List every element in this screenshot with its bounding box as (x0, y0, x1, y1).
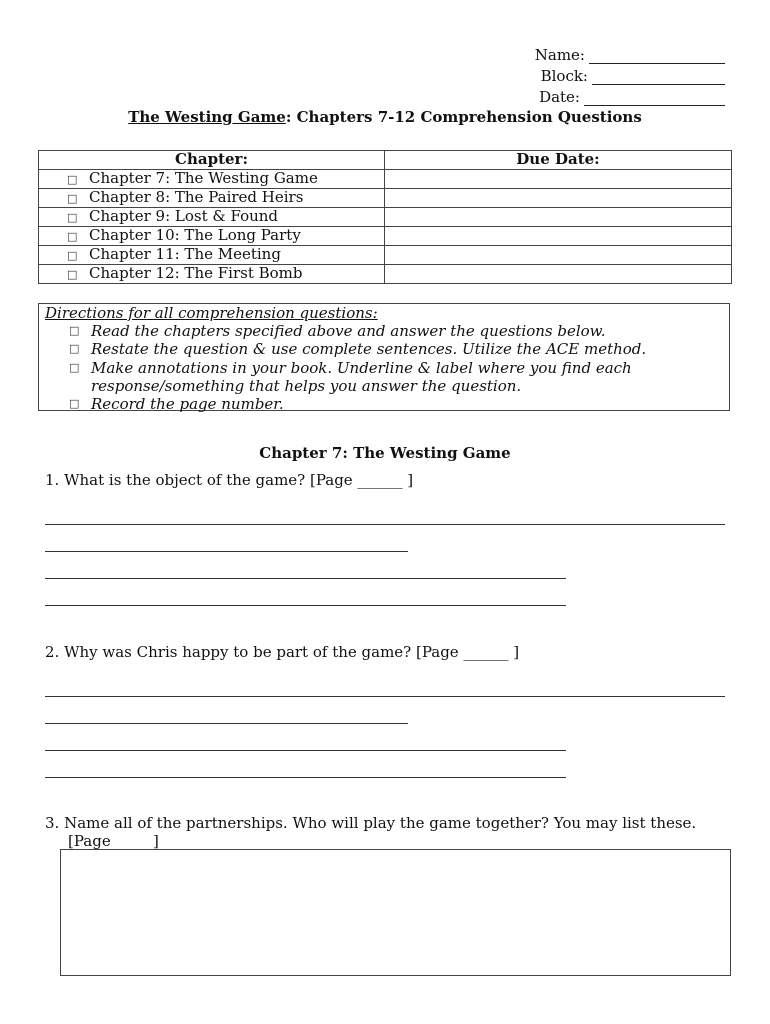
checkbox-bullet-icon: □ (67, 210, 78, 224)
directions-heading: Directions for all comprehension questions: (45, 304, 378, 322)
directions-box (38, 303, 730, 414)
bullet-icon: □ (69, 360, 80, 374)
chapter-column-header: Chapter: (39, 151, 385, 170)
chapter-cell (39, 188, 385, 207)
due-date-cell[interactable] (385, 226, 732, 245)
checkbox-bullet-icon: □ (67, 248, 78, 262)
list-item (45, 359, 729, 395)
block-label: Block: (540, 67, 588, 85)
checkbox-bullet-icon: □ (67, 191, 78, 205)
checkbox-bullet-icon: □ (67, 229, 78, 243)
direction-text: Restate the question & use complete sentences. Utilize the ACE method. (91, 340, 647, 359)
section-heading: Chapter 7: The Westing Game (259, 444, 511, 462)
chapter-label: Chapter 7: The Westing Game (89, 168, 318, 187)
chapter-cell (39, 226, 385, 245)
checkbox-bullet-icon: □ (67, 267, 78, 281)
question-2: 2. Why was Chris happy to be part of the game? [Page ______ ] (45, 643, 520, 661)
question-3: 3. Name all of the partnerships. Who will play the game together? You may list these. (45, 814, 697, 832)
answer-line[interactable] (45, 696, 725, 697)
date-blank[interactable] (584, 91, 725, 106)
chapter-label: Chapter 12: The First Bomb (89, 263, 303, 282)
answer-line[interactable] (45, 578, 566, 579)
chapter-cell (39, 207, 385, 226)
due-date-cell[interactable] (385, 207, 732, 226)
chapter-label: Chapter 8: The Paired Heirs (89, 187, 304, 206)
chapter-cell (39, 169, 385, 188)
chapter-label: Chapter 11: The Meeting (89, 244, 281, 263)
bullet-icon: □ (69, 397, 80, 411)
bullet-icon: □ (69, 342, 80, 356)
table-row (39, 226, 732, 245)
question-3-page: [Page _____] (68, 832, 159, 850)
due-date-cell[interactable] (385, 264, 732, 283)
direction-text: Make annotations in your book. Underline & label where you find each response/something that helps you answer the question. (91, 358, 632, 395)
block-blank[interactable] (592, 70, 725, 85)
answer-line[interactable] (45, 723, 408, 724)
chapter-cell (39, 264, 385, 283)
book-title: The Westing Game (128, 108, 286, 126)
checkbox-bullet-icon: □ (67, 172, 78, 186)
chapter-table (38, 150, 732, 284)
date-label: Date: (539, 88, 580, 106)
answer-line[interactable] (45, 605, 566, 606)
table-row (39, 188, 732, 207)
answer-line[interactable] (45, 750, 566, 751)
list-item (45, 322, 729, 340)
due-date-column-header: Due Date: (385, 151, 732, 170)
list-item (45, 395, 729, 413)
chapter-cell (39, 245, 385, 264)
name-blank[interactable] (589, 49, 725, 64)
table-row (39, 264, 732, 283)
block-field[interactable] (541, 67, 725, 85)
chapter-label: Chapter 10: The Long Party (89, 225, 301, 244)
due-date-cell[interactable] (385, 169, 732, 188)
answer-box[interactable] (60, 849, 731, 976)
direction-text: Record the page number. (91, 395, 284, 414)
table-row (39, 207, 732, 226)
question-1: 1. What is the object of the game? [Page ______ ] (45, 471, 414, 489)
direction-text: Read the chapters specified above and answer the questions below. (91, 322, 606, 341)
page-title (0, 108, 770, 126)
date-field[interactable] (539, 88, 725, 106)
table-row (39, 245, 732, 264)
title-rest: : Chapters 7-12 Comprehension Questions (285, 108, 642, 126)
name-field[interactable] (535, 46, 725, 64)
bullet-icon: □ (69, 324, 80, 338)
name-label: Name: (534, 46, 585, 64)
table-header-row (39, 151, 732, 170)
list-item (45, 340, 729, 358)
answer-line[interactable] (45, 551, 408, 552)
answer-line[interactable] (45, 777, 566, 778)
table-row (39, 169, 732, 188)
chapter-label: Chapter 9: Lost & Found (89, 206, 279, 225)
due-date-cell[interactable] (385, 188, 732, 207)
due-date-cell[interactable] (385, 245, 732, 264)
answer-line[interactable] (45, 524, 725, 525)
